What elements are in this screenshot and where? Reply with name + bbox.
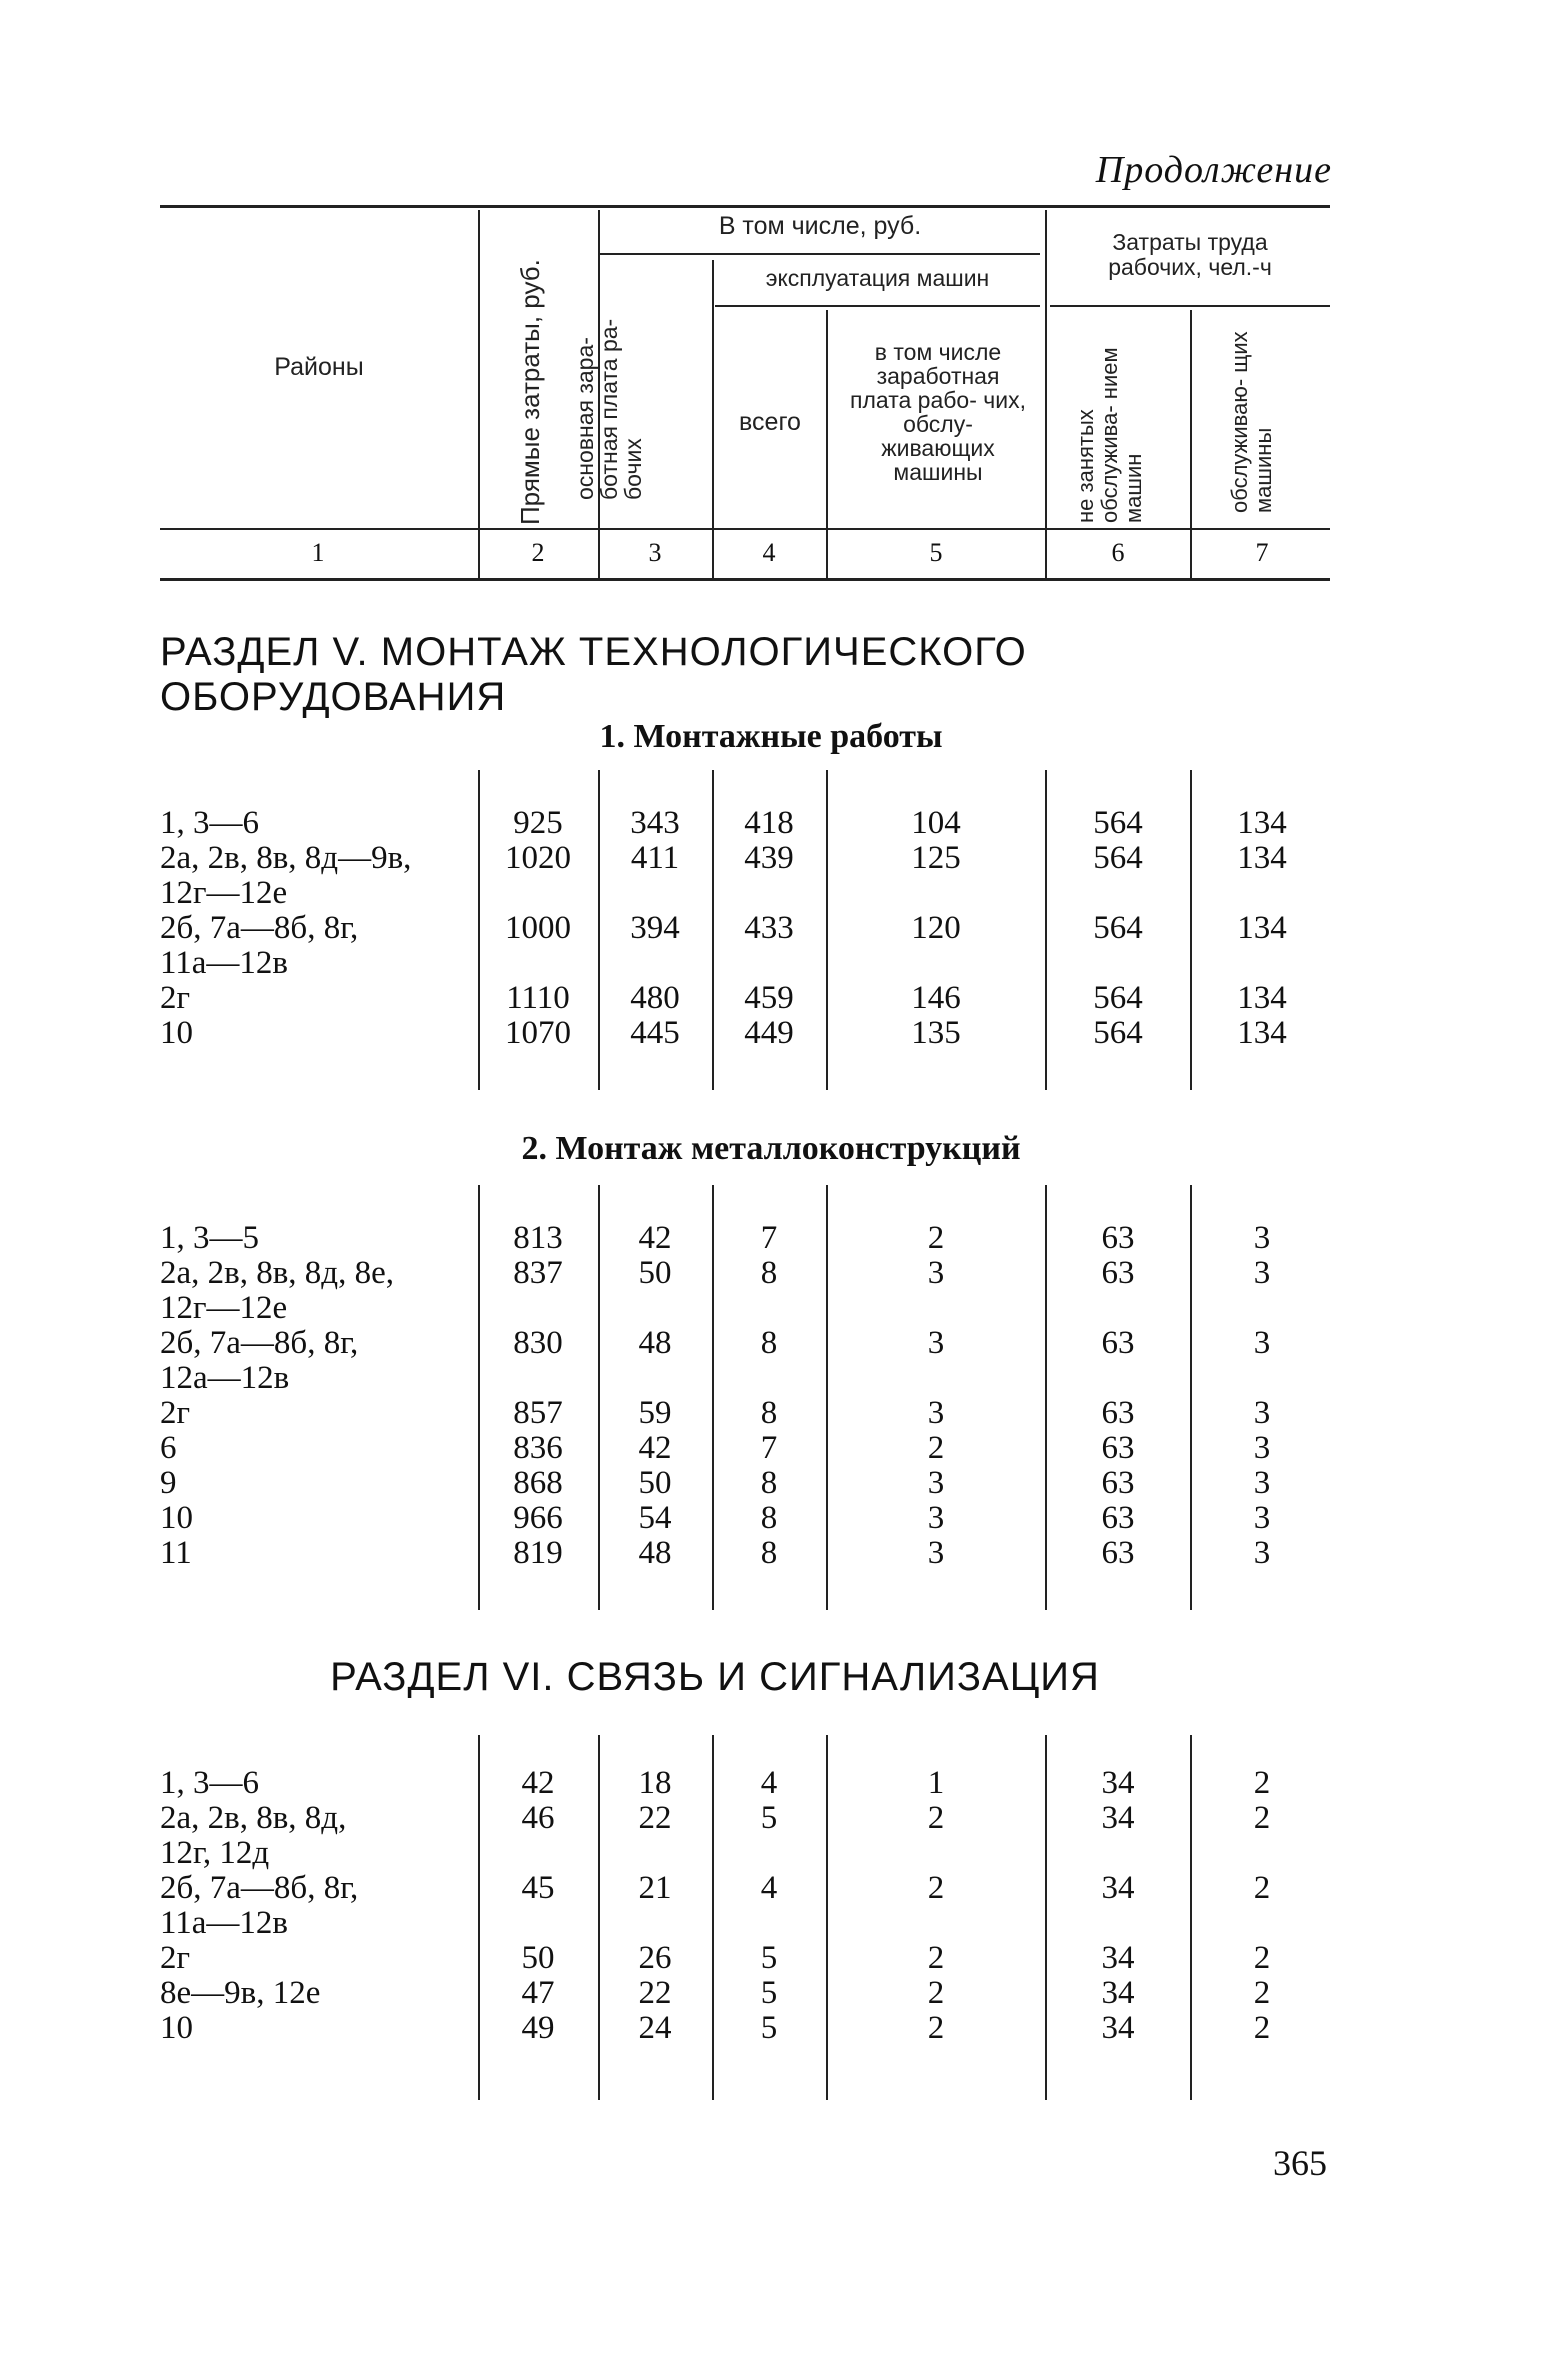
table-row — [0, 980, 1542, 1016]
table-cell-col-3: 445 — [630, 1015, 680, 1051]
table-cell-col-2: 966 — [513, 1500, 563, 1536]
table-cell-col-7: 3 — [1253, 1255, 1271, 1291]
table-cell-col-5: 3 — [927, 1255, 945, 1291]
table-cell-col-2: 857 — [513, 1395, 563, 1431]
table-cell-col-6: 34 — [1101, 1940, 1135, 1976]
table-cell-col-3: 26 — [638, 1940, 672, 1976]
header-regions: Районы — [274, 353, 364, 381]
table-cell-col-5: 104 — [911, 805, 961, 841]
table-cell-col-7: 3 — [1253, 1325, 1271, 1361]
table-cell-col-6: 63 — [1101, 1500, 1135, 1536]
table-cell-col-6: 34 — [1101, 1800, 1135, 1836]
table-cell-col-4: 8 — [760, 1325, 778, 1361]
table-cell-col-7: 3 — [1253, 1465, 1271, 1501]
table-cell-col-6: 63 — [1101, 1430, 1135, 1466]
table-cell-col-6: 564 — [1093, 980, 1143, 1016]
header-sub-rule-2 — [715, 305, 1040, 307]
table-cell-col-3: 411 — [630, 840, 680, 876]
region-label: 10 — [160, 1015, 193, 1051]
table-cell-col-2: 49 — [521, 2010, 555, 2046]
table-cell-col-4: 449 — [744, 1015, 794, 1051]
region-label-continuation: 11а—12в — [160, 1905, 289, 1941]
table-cell-col-5: 2 — [927, 1940, 945, 1976]
region-label-continuation: 12г, 12д — [160, 1835, 270, 1871]
table-cell-col-4: 439 — [744, 840, 794, 876]
table-cell-col-7: 3 — [1253, 1500, 1271, 1536]
continued-label: Продолжение — [1095, 149, 1332, 191]
table-cell-col-3: 42 — [638, 1220, 672, 1256]
table-cell-col-2: 868 — [513, 1465, 563, 1501]
table-cell-col-6: 564 — [1093, 805, 1143, 841]
header-sub-rule-1 — [600, 253, 1040, 255]
table-cell-col-4: 4 — [760, 1870, 778, 1906]
table-cell-col-4: 433 — [744, 910, 794, 946]
table-cell-col-2: 1070 — [505, 1015, 571, 1051]
region-label-continuation: 12г—12е — [160, 1290, 288, 1326]
header-incl-wage: в том числе заработная плата рабо- чих, обслу- живающих машины — [850, 339, 1026, 485]
region-label: 2б, 7а—8б, 8г, — [160, 910, 359, 946]
colnum-2: 2 — [531, 538, 545, 567]
table-row — [0, 805, 1542, 841]
table-cell-col-5: 135 — [911, 1015, 961, 1051]
table-cell-col-6: 34 — [1101, 1975, 1135, 2011]
region-label: 8е—9в, 12е — [160, 1975, 321, 2011]
table-cell-col-4: 7 — [760, 1220, 778, 1256]
header-top-rule — [160, 205, 1330, 208]
region-label: 2г — [160, 980, 191, 1016]
table-cell-col-3: 18 — [638, 1765, 672, 1801]
table-row — [0, 1220, 1542, 1256]
table-cell-col-6: 63 — [1101, 1395, 1135, 1431]
region-label: 2а, 2в, 8в, 8д, 8е, — [160, 1255, 394, 1291]
header-total: всего — [739, 408, 801, 436]
table-cell-col-4: 8 — [760, 1395, 778, 1431]
region-label: 10 — [160, 2010, 193, 2046]
table-cell-col-3: 59 — [638, 1395, 672, 1431]
region-label: 2а, 2в, 8в, 8д—9в, — [160, 840, 412, 876]
table-cell-col-2: 50 — [521, 1940, 555, 1976]
table-cell-col-6: 63 — [1101, 1535, 1135, 1571]
table-cell-col-5: 2 — [927, 2010, 945, 2046]
table-cell-col-6: 564 — [1093, 910, 1143, 946]
table-row — [0, 1940, 1542, 1976]
table-cell-col-2: 836 — [513, 1430, 563, 1466]
section-5-title: РАЗДЕЛ V. МОНТАЖ ТЕХНОЛОГИЧЕСКОГО ОБОРУДОВАНИЯ — [160, 630, 1027, 719]
header-basic-wage: основная зара- ботная плата ра- бочих — [572, 318, 646, 500]
region-label: 2б, 7а—8б, 8г, — [160, 1870, 359, 1906]
table-row — [0, 1535, 1542, 1571]
table-row — [0, 1395, 1542, 1431]
table-cell-col-4: 8 — [760, 1500, 778, 1536]
table-row — [0, 1430, 1542, 1466]
table-cell-col-2: 813 — [513, 1220, 563, 1256]
table-cell-col-6: 34 — [1101, 1765, 1135, 1801]
table-cell-col-7: 2 — [1253, 1940, 1271, 1976]
header-sub-rule-3 — [1050, 305, 1330, 307]
table-row — [0, 2010, 1542, 2046]
table-cell-col-2: 45 — [521, 1870, 555, 1906]
table-cell-col-3: 42 — [638, 1430, 672, 1466]
region-label: 1, 3—6 — [160, 805, 259, 841]
region-label: 1, 3—5 — [160, 1220, 259, 1256]
table-cell-col-2: 46 — [521, 1800, 555, 1836]
header-machine-operation: эксплуатация машин — [765, 265, 990, 291]
table-cell-col-2: 1110 — [506, 980, 570, 1016]
table-cell-col-4: 5 — [760, 1975, 778, 2011]
table-cell-col-5: 2 — [927, 1220, 945, 1256]
table-row — [0, 1975, 1542, 2011]
table-cell-col-2: 42 — [521, 1765, 555, 1801]
table-cell-col-5: 3 — [927, 1395, 945, 1431]
table-row — [0, 910, 1542, 946]
table-cell-col-4: 4 — [760, 1765, 778, 1801]
table-cell-col-5: 3 — [927, 1535, 945, 1571]
table-cell-col-2: 47 — [521, 1975, 555, 2011]
table-cell-col-3: 24 — [638, 2010, 672, 2046]
header-vline-6 — [1190, 310, 1192, 580]
table-cell-col-7: 134 — [1237, 805, 1287, 841]
table-cell-col-2: 1020 — [505, 840, 571, 876]
table-cell-col-3: 48 — [638, 1535, 672, 1571]
table-cell-col-7: 2 — [1253, 1800, 1271, 1836]
region-label: 2г — [160, 1395, 191, 1431]
section-5-sub1-title: 1. Монтажные работы — [599, 718, 943, 755]
table-cell-col-3: 22 — [638, 1975, 672, 2011]
region-label-continuation: 12а—12в — [160, 1360, 290, 1396]
table-cell-col-7: 134 — [1237, 980, 1287, 1016]
table-cell-col-3: 343 — [630, 805, 680, 841]
table-row — [0, 1465, 1542, 1501]
table-cell-col-4: 8 — [760, 1465, 778, 1501]
header-vline-4 — [826, 310, 828, 580]
region-label: 2б, 7а—8б, 8г, — [160, 1325, 359, 1361]
table-cell-col-7: 134 — [1237, 1015, 1287, 1051]
colnum-3: 3 — [648, 538, 662, 567]
table-cell-col-5: 146 — [911, 980, 961, 1016]
table-cell-col-5: 3 — [927, 1325, 945, 1361]
table-cell-col-6: 564 — [1093, 840, 1143, 876]
table-cell-col-7: 2 — [1253, 1765, 1271, 1801]
region-label: 2а, 2в, 8в, 8д, — [160, 1800, 347, 1836]
header-vline-5 — [1045, 210, 1047, 580]
table-cell-col-4: 5 — [760, 1940, 778, 1976]
table-cell-col-4: 459 — [744, 980, 794, 1016]
header-servicing: обслуживаю- щих машины — [1227, 331, 1276, 513]
table-cell-col-5: 3 — [927, 1500, 945, 1536]
table-cell-col-3: 22 — [638, 1800, 672, 1836]
table-cell-col-5: 2 — [927, 1870, 945, 1906]
section-5-sub2-title: 2. Монтаж металлоконструкций — [521, 1130, 1021, 1167]
table-cell-col-4: 8 — [760, 1535, 778, 1571]
table-cell-col-5: 3 — [927, 1465, 945, 1501]
table-cell-col-3: 480 — [630, 980, 680, 1016]
colnum-6: 6 — [1111, 538, 1125, 567]
header-bottom-rule — [160, 528, 1330, 530]
table-cell-col-2: 819 — [513, 1535, 563, 1571]
table-cell-col-7: 134 — [1237, 840, 1287, 876]
region-label: 1, 3—6 — [160, 1765, 259, 1801]
table-cell-col-5: 125 — [911, 840, 961, 876]
table-row — [0, 1325, 1542, 1361]
table-cell-col-3: 48 — [638, 1325, 672, 1361]
region-label: 9 — [160, 1465, 177, 1501]
region-label: 6 — [160, 1430, 177, 1466]
table-cell-col-2: 1000 — [505, 910, 571, 946]
table-cell-col-7: 3 — [1253, 1430, 1271, 1466]
table-cell-col-7: 2 — [1253, 1870, 1271, 1906]
table-cell-col-7: 3 — [1253, 1395, 1271, 1431]
table-cell-col-5: 120 — [911, 910, 961, 946]
colnum-5: 5 — [929, 538, 943, 567]
table-cell-col-7: 3 — [1253, 1535, 1271, 1571]
table-cell-col-2: 830 — [513, 1325, 563, 1361]
table-cell-col-6: 63 — [1101, 1255, 1135, 1291]
table-cell-col-6: 564 — [1093, 1015, 1143, 1051]
region-label-continuation: 11а—12в — [160, 945, 289, 981]
table-cell-col-7: 3 — [1253, 1220, 1271, 1256]
section-6-title: РАЗДЕЛ VI. СВЯЗЬ И СИГНАЛИЗАЦИЯ — [330, 1655, 1100, 1699]
colnum-4: 4 — [762, 538, 776, 567]
region-label-continuation: 12г—12е — [160, 875, 288, 911]
table-cell-col-3: 54 — [638, 1500, 672, 1536]
table-cell-col-5: 2 — [927, 1975, 945, 2011]
region-label: 11 — [160, 1535, 192, 1571]
table-cell-col-5: 2 — [927, 1800, 945, 1836]
header-in-total: В том числе, руб. — [718, 212, 922, 240]
table-cell-col-3: 21 — [638, 1870, 672, 1906]
table-cell-col-5: 2 — [927, 1430, 945, 1466]
table-cell-col-3: 50 — [638, 1255, 672, 1291]
table-row — [0, 840, 1542, 876]
table-cell-col-6: 34 — [1101, 1870, 1135, 1906]
table-cell-col-6: 34 — [1101, 2010, 1135, 2046]
header-vline-1 — [478, 210, 480, 580]
table-cell-col-7: 2 — [1253, 1975, 1271, 2011]
table-cell-col-6: 63 — [1101, 1220, 1135, 1256]
table-row — [0, 1500, 1542, 1536]
table-cell-col-4: 7 — [760, 1430, 778, 1466]
header-not-busy: не занятых обслужива- нием машин — [1073, 347, 1146, 523]
table-row — [0, 1765, 1542, 1801]
table-cell-col-6: 63 — [1101, 1325, 1135, 1361]
region-label: 10 — [160, 1500, 193, 1536]
table-cell-col-4: 5 — [760, 2010, 778, 2046]
table-cell-col-4: 5 — [760, 1800, 778, 1836]
header-direct-costs: Прямые затраты, руб. — [515, 259, 545, 525]
table-row — [0, 1800, 1542, 1836]
colnum-7: 7 — [1255, 538, 1269, 567]
table-cell-col-4: 8 — [760, 1255, 778, 1291]
region-label: 2г — [160, 1940, 191, 1976]
table-cell-col-7: 2 — [1253, 2010, 1271, 2046]
table-cell-col-5: 1 — [927, 1765, 945, 1801]
table-cell-col-6: 63 — [1101, 1465, 1135, 1501]
table-row — [0, 1015, 1542, 1051]
header-labor-costs: Затраты труда рабочих, чел.-ч — [1108, 229, 1272, 280]
colnum-bottom-rule — [160, 578, 1330, 581]
table-cell-col-4: 418 — [744, 805, 794, 841]
table-row — [0, 1255, 1542, 1291]
table-cell-col-2: 837 — [513, 1255, 563, 1291]
table-cell-col-3: 50 — [638, 1465, 672, 1501]
table-cell-col-2: 925 — [513, 805, 563, 841]
table-cell-col-7: 134 — [1237, 910, 1287, 946]
table-cell-col-3: 394 — [630, 910, 680, 946]
page-number: 365 — [1273, 2143, 1327, 2183]
colnum-1: 1 — [311, 538, 325, 567]
table-row — [0, 1870, 1542, 1906]
